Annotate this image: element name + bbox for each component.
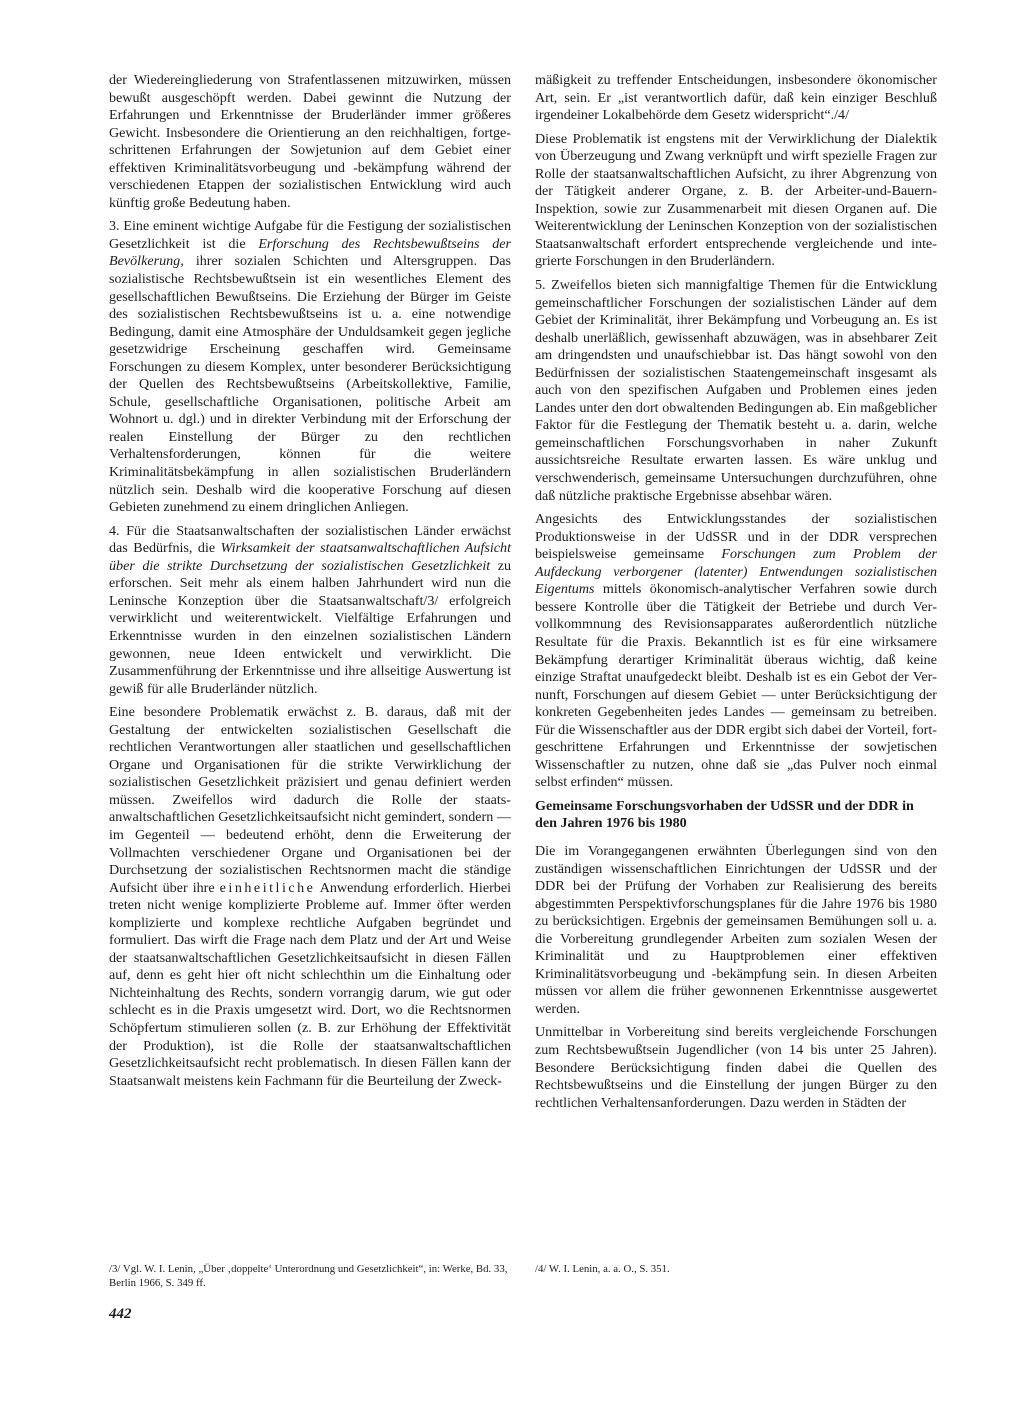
left-column — [109, 72, 511, 1096]
emphasis: Wirksamkeit der staatsanwaltschaftlichen Aufsicht über die strikte Durchsetzung der sozialistischen Gesetzlichkeit — [109, 540, 511, 574]
section-heading: Gemeinsame Forschungsvorhaben der UdSSR und der DDR in den Jahren 1976 bis 1980 — [535, 797, 914, 832]
paragraph: Diese Problematik ist engstens mit der Verwirklichung der Dialektik von Überzeugung und Zwang verknüpft und wirft spezielle Fragen zur Rolle der staatsanwaltschaftlichen Aufsicht, zu ihrer Abgrenzung von der Tätigkeit anderer Organe, z. B. der Arbeiter-und-Bauern-Inspektion, sowie zur Zusammenarbeit mit diesen Organen auf. Die Weiterentwicklung der Leninschen Konzeption von der sozialistischen Staatsanwaltschaft erfordert entsprechende vergleichende und integrierte Forschungen in den Bruderländern. — [535, 130, 937, 270]
right-column — [535, 72, 937, 1118]
page-number: 442 — [109, 1306, 132, 1322]
footnote-text: /3/ Vgl. W. I. Lenin, „Über ‚doppelte‘ Unterordnung und Gesetzlichkeit“, in: Werke, Bd. 33, Berlin 1966, S. 349 ff. — [109, 1263, 508, 1289]
paragraph: Die im Vorangegangenen erwähnten Überlegungen sind von den zuständigen wissenschaftlichen Einrichtungen der UdSSR und der DDR bei der Prüfung der Vorhaben zur Realisierung des bereits abgestimmten Perspektivforschungsplanes für die Jahre 1976 bis 1980 zu berücksichtigen. Ergebnis der gemeinsamen Bemühungen soll u. a. die Vorbereitung grundlegender Arbeiten zum sozialen Wesen der Kriminalität und zu Hauptproblemen einer effektiven Kriminalitätsvorbeugung und -bekämpfung sein. In diesen Arbeiten müssen vor allem die früher gewonnenen Erkenntnisse ausgewertet werden. — [535, 842, 937, 1017]
paragraph: mäßigkeit zu treffender Entscheidungen, insbesondere ökonomischer Art, sein. Er „ist verantwortlich dafür, daß kein einziger Beschluß irgendeiner Lokalbehörde dem Gesetz widerspricht“./4/ — [535, 72, 937, 124]
paragraph: 3. Eine eminent wichtige Aufgabe für die Festigung der sozialistischen Gesetzlichkeit ist die Erforschung des Rechtsbewußtseins der Bevölkerung, ihrer sozialen Schichten und Altersgruppen. Das sozialistische Rechtsbewußtsein ist ein wesentliches Element des gesellschaftlichen Bewußtseins. Die Erziehung der Bürger im Geiste des sozialistischen Rechtsbewußtseins ist u. a. eine notwendige Bedingung, damit eine Atmosphäre der Unduldsamkeit gegen jegliche gesetzwidrige Erscheinung geschaffen wird. Gemeinsame Forschungen zu diesem Komplex, unter besonderer Berücksichtigung der Quellen des Rechtsbewußtseins (Arbeitskollektive, Familie, Schule, gesellschaftliche Organisationen, politische Arbeit am Wohnort u. dgl.) und in direkter Verbindung mit der Erforschung der realen Einstellung der Bürger zu den rechtlichen Verhaltensforderungen, können für die weitere Kriminalitätsbekämpfung in allen sozialistischen Bruderländern nützlich sein. Deshalb wird die kooperative Forschung auf diesen Gebieten zunehmend zu einem dringlichen Anliegen. — [109, 218, 511, 516]
footnote-text: /4/ W. I. Lenin, a. a. O., S. 351. — [535, 1263, 670, 1275]
paragraph: Unmittelbar in Vorbereitung sind bereits vergleichende Forschungen zum Rechtsbewußtsein Jugendlicher (von 14 bis unter 25 Jahren). Besondere Berücksichtigung finden dabei die Quellen des Rechtsbewußtseins und die Einstellung der jungen Bürger zu den rechtlichen Verhaltensanforderungen. Dazu werden in Städten der — [535, 1024, 937, 1111]
paragraph: 5. Zweifellos bieten sich mannigfaltige Themen für die Entwicklung gemeinschaftlicher Forschungen der sozialistischen Länder auf dem Gebiet der Kriminalität, ihrer Bekämpfung und Vorbeugung an. Es ist deshalb unerläßlich, gewissenhaft abzuwägen, was in absehbarer Zeit am dringendsten und unaufschiebbar ist. Das hängt sowohl von den Bedürfnissen der sozialistischen Staatengemeinschaft insgesamt als auch von den spezifischen Aufgaben und Problemen eines jeden Landes unter den dort obwaltenden Bedingungen ab. Ein maßgeblicher Faktor für die Festlegung der Thematik besteht u. a. darin, welche gemeinschaftlichen Forschungsvorhaben in naher Zukunft aussichtsreiche Resultate erwarten lassen. Es wäre unklug und verschwenderisch, gemeinsame Untersuchungen durchzuführen, ohne daß nützliche praktische Ergebnisse absehbar wären. — [535, 277, 937, 504]
spaced-emphasis: einheitliche — [219, 879, 316, 896]
paragraph: 4. Für die Staatsanwaltschaften der sozialistischen Länder erwächst das Bedürfnis, die Wirksamkeit der staatsanwaltschaftlichen Aufsicht über die strikte Durchsetzung der sozialistischen Gesetzlichkeit zu erforschen. Seit mehr als einem halben Jahrhundert wird nun die Leninsche Konzeption über die Staatsanwaltschaft/3/ erfolgreich verwirklicht und weiterentwickelt. Vielfältige Erfahrungen und Erkenntnisse wurden in den einzelnen sozialistischen Ländern gewonnen, neue Ideen entwickelt und verwirklicht. Die Zusammenführung der Erkenntnisse und ihre allseitige Auswertung ist gewiß für alle Bruderländer nützlich. — [109, 522, 512, 697]
emphasis: Erforschung des Rechtsbewußtseins der Bevölkerung, — [109, 235, 511, 270]
paragraph: Angesichts des Entwicklungsstandes der sozialistischen Produktionsweise in der UdSSR und in der DDR versprechen beispielsweise gemeinsame Forschungen zum Problem der Aufdeckung verborgener (latenter) Entwendungen sozialistischen Eigentums mittels ökonomisch-analytischer Verfahren sowie durch bessere Kontrolle über die Tätigkeit der Betriebe und durch Vervollkommnung des Revisionsapparates außerordentlich nützliche Resultate für die Praxis. Bekanntlich ist es für eine wirksamere Bekämpfung derartiger Kriminalität überaus wichtig, daß keine einzige Straftat unaufgedeckt bleibt. Deshalb ist es ein Gebot der Vernunft, Forschungen auf diesem Gebiet — unter Berücksichtigung der konkreten Gegebenheiten jedes Landes — gemeinsam zu betreiben. Für die Wissenschaftler aus der DDR ergibt sich dabei der Vorteil, fortgeschrittene Erfahrungen und Erkenntnisse der sowjetischen Wissenschaftler zu nutzen, ohne daß sie „das Pulver noch einmal selbst erfinden“ müssen. — [535, 511, 937, 791]
footnote-left — [109, 1262, 511, 1290]
paragraph: der Wiedereingliederung von Strafentlassenen mitzuwirken, müssen bewußt ausgeschöpft werden. Dabei gewinnt die Nutzung der Erfahrungen und Erkenntnisse der Bruderländer immer größeres Gewicht. Insbesondere die Orientierung an den reichhaltigen, fortgeschrittenen Erfahrungen der Sowjetunion auf dem Gebiet einer effektiven Kriminalitätsvorbeugung und -bekämpfung während der verschiedenen Etappen der sozialistischen Entwicklung wird auch künftig große Bedeutung haben. — [109, 72, 511, 211]
paragraph: Eine besondere Problematik erwächst z. B. daraus, daß mit der Gestaltung der entwickelten sozialistischen Gesellschaft die rechtlichen Verantwortungen aller staatlichen und gesellschaftlichen Organe und Organisationen für die strikte Verwirklichung der sozialistischen Gesetzlichkeit präzisiert und genau definiert werden müssen. Zweifellos wird dadurch die Rolle der staatsanwaltschaftlichen Gesetzlichkeitsaufsicht nicht gemindert, sondern — im Gegenteil — bedeutend erhöht, denn die Erweiterung der Vollmachten verschiedener Organe und Organisationen bei der Durchsetzung der sozialistischen Rechtsnormen macht die ständige Aufsicht über ihre einheitliche Anwendung erforderlich. Hierbei treten nicht wenige komplizierte Probleme auf. Immer öfter werden komplizierte und komplexe rechtliche Aufgaben begründet und formuliert. Das wirft die Frage nach dem Platz und der Art und Weise der staatsanwaltschaftlichen Gesetzlichkeitsaufsicht in diesen Fällen auf, denn es geht hier oft nicht schlechthin um die Einhaltung oder Nichteinhaltung des Rechts, sondern vorrangig darum, wie gut oder schlecht es in die Praxis umgesetzt wird. Dort, wo die Rechtsnormen Schöpfertum stimulieren sollen (z. B. zur Erhöhung der Effektivität der Produktion), ist die Rolle der staatsanwaltschaftlichen Gesetzlichkeitsaufsicht recht problematisch. In diesen Fällen kann der Staatsanwalt meistens kein Fachmann für die Beurteilung der Zweck- — [109, 704, 512, 1089]
footnote-right — [535, 1262, 937, 1276]
emphasis: Forschungen zum Problem der Aufdeckung verborgener (latenter) Entwendungen sozialistischen Eigentums — [535, 546, 937, 598]
